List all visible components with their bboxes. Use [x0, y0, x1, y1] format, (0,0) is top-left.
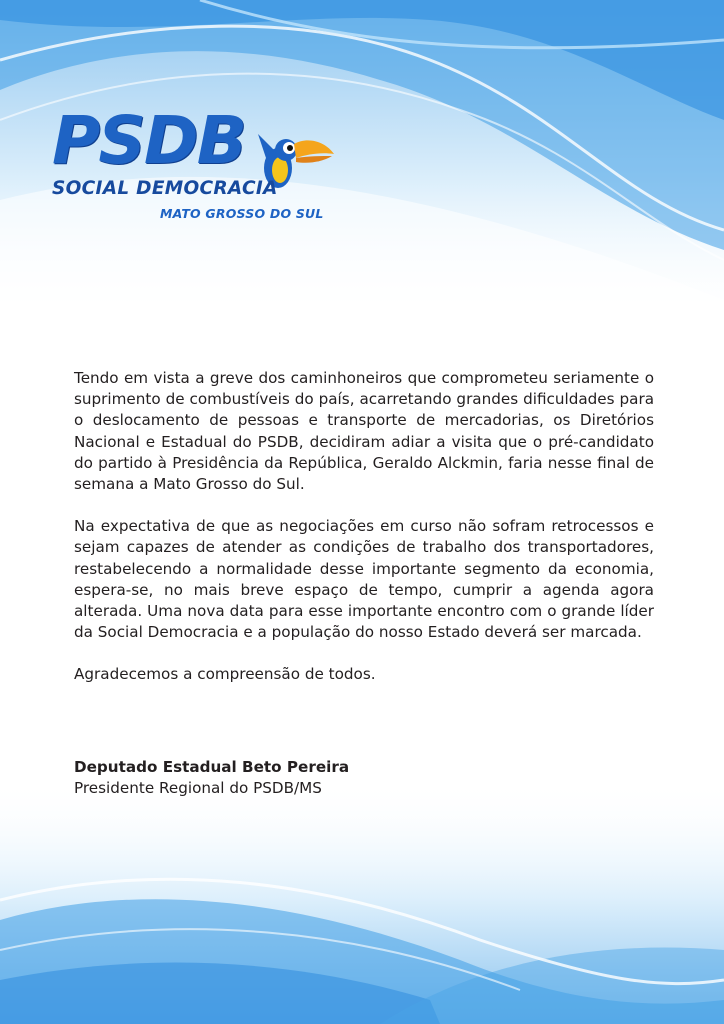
paragraph-2: Na expectativa de que as negociações em curso não sofram retrocessos e sejam capazes de atender as condições de trabalho dos transportadores, restabelecendo a normalidade desse importante segmento da economia, espera-se, no mais breve espaço de tempo, cumprir a agenda agora alterada. Uma nova data para esse importante encontro com o grande líder da Social Democracia e a população do nosso Estado deverá ser marcada. — [74, 517, 654, 642]
signature-name: Deputado Estadual Beto Pereira — [74, 758, 350, 776]
paragraph-1: Tendo em vista a greve dos caminhoneiros que comprometeu seriamente o suprimento de combustíveis do país, acarretando grandes dificuldades para o deslocamento de pessoas e transporte de mercadorias, os Diretórios Nacional e Estadual do PSDB, decidiram adiar a visita que o pré-candidato do partido à Presidência da República, Geraldo Alckmin, faria nesse final de semana a Mato Grosso do Sul. — [74, 369, 654, 494]
logo-region: MATO GROSSO DO SUL — [160, 206, 324, 221]
signature-block — [74, 757, 474, 799]
signature-role: Presidente Regional do PSDB/MS — [74, 779, 322, 798]
logo-brand: PSDB — [52, 102, 245, 179]
logo-subtitle: SOCIAL DEMOCRACIA — [52, 178, 278, 199]
letter-body — [74, 368, 654, 707]
paragraph-3: Agradecemos a compreensão de todos. — [74, 665, 376, 684]
psdb-logo — [48, 102, 338, 228]
